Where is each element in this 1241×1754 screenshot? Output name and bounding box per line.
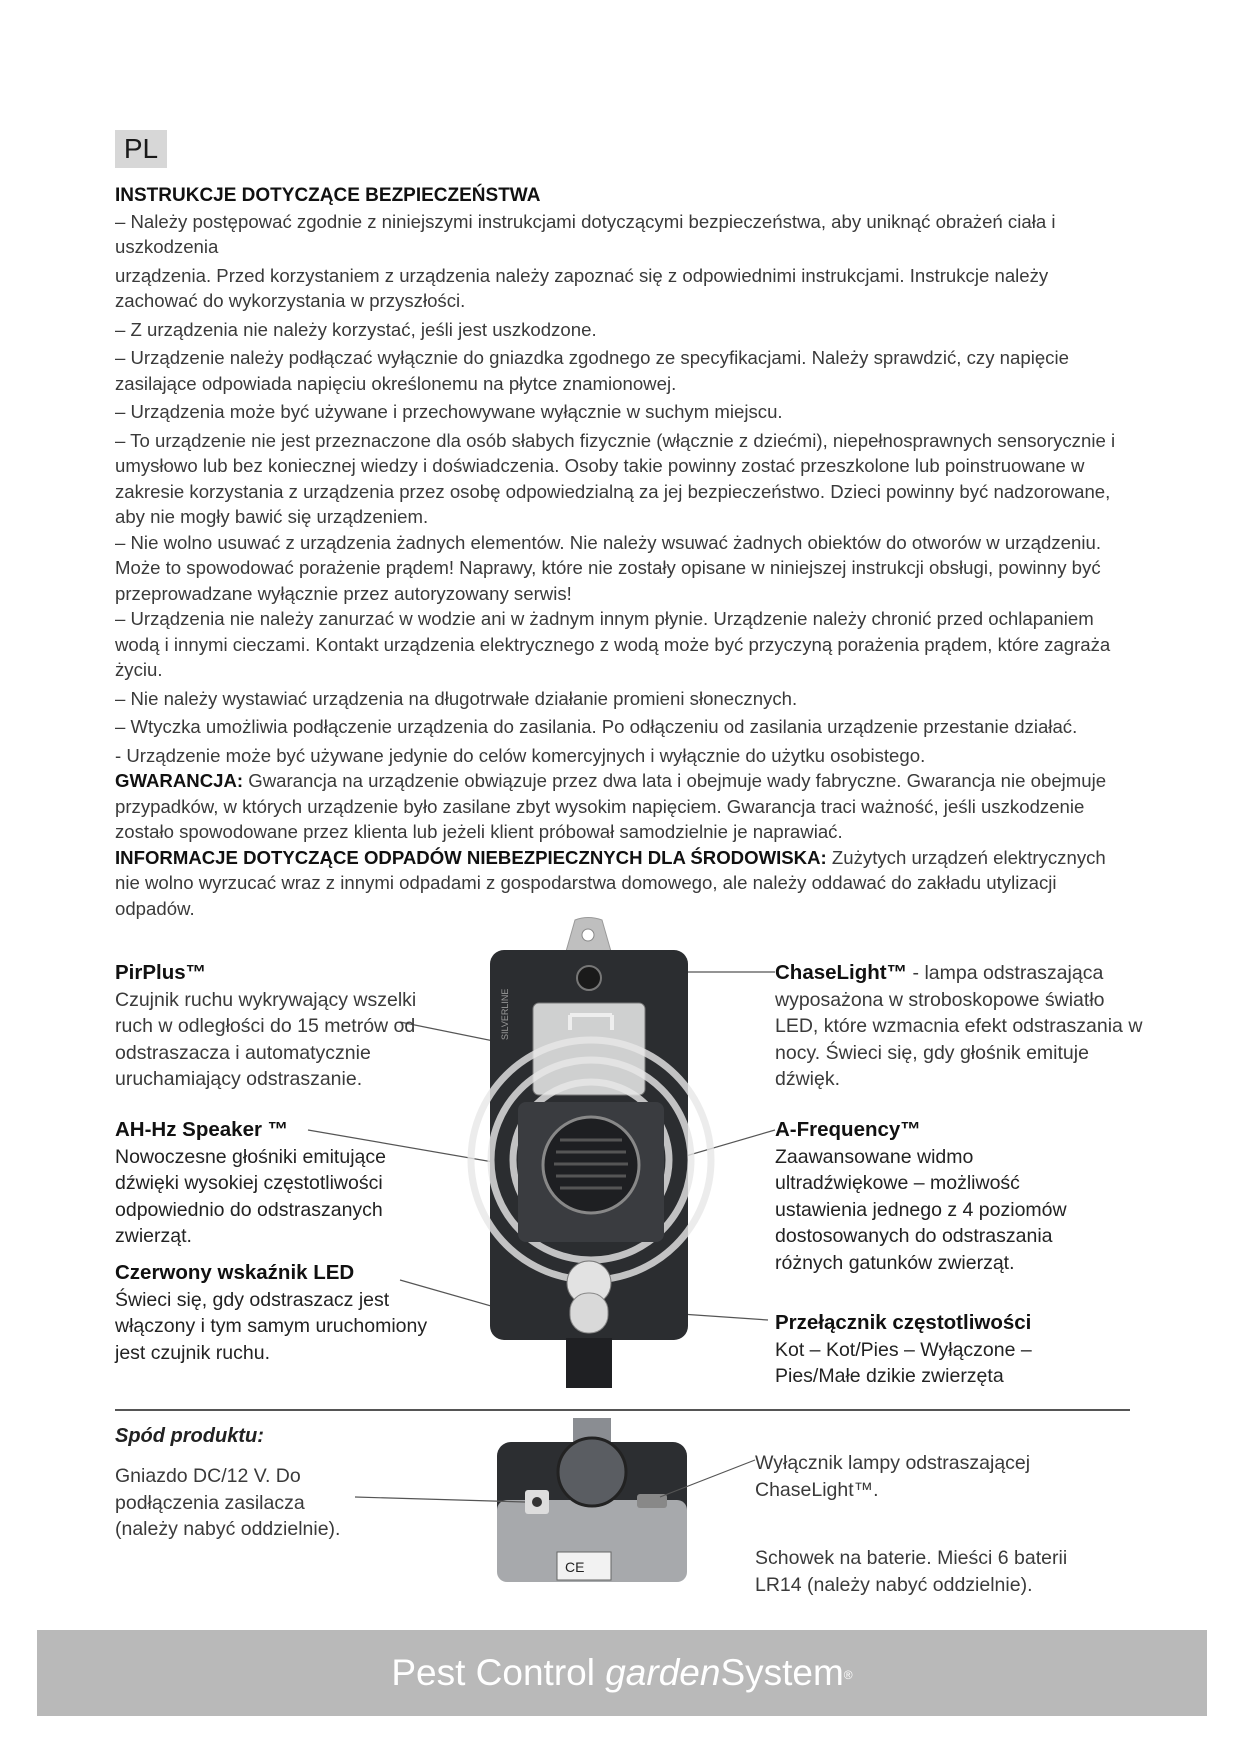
bottom-view-illustration xyxy=(497,1418,687,1582)
section-divider xyxy=(115,1409,1130,1411)
chaselight-title: ChaseLight™ xyxy=(775,961,908,984)
safety-heading: INSTRUKCJE DOTYCZĄCE BEZPIECZEŃSTWA xyxy=(115,185,541,206)
chaselight-lamp xyxy=(577,966,601,990)
speaker-title: AH-Hz Speaker ™ xyxy=(115,1118,289,1141)
safety-line: – Wtyczka umożliwia podłączenie urządzenia do zasilania. Po odłączeniu od zasilania urządzenie przestanie działać. xyxy=(115,716,1078,737)
safety-line: – Nie wolno usuwać z urządzenia żadnych elementów. Nie należy wsuwać żadnych obiektów do otworów w urządzeniu. Może to spowodować porażenie prądem! Naprawy, które nie zostały opisane w niniejszej instrukcji obsługi, powinny być przeprowadzane wyłącznie przez autoryzowany serwis! xyxy=(115,531,1101,604)
device-hanger xyxy=(565,918,612,956)
safety-line: – Nie należy wystawiać urządzenia na długotrwałe działanie promieni słonecznych. xyxy=(115,687,798,709)
dc-socket-callout xyxy=(115,1463,355,1543)
footer-banner xyxy=(37,1630,1207,1716)
speaker-callout xyxy=(115,1117,415,1250)
waste-label: INFORMACJE DOTYCZĄCE ODPADÓW NIEBEZPIECZNYCH DLA ŚRODOWISKA: xyxy=(115,846,827,868)
footer-text-italic: garden xyxy=(605,1652,721,1693)
lamp-switch-text: Wyłącznik lampy odstraszającej ChaseLight™. xyxy=(755,1452,1031,1501)
safety-line: - Urządzenie może być używane jedynie do celów komercyjnych i wyłącznie do użytku osobistego. xyxy=(115,744,926,766)
switch-title: Przełącznik częstotliwości xyxy=(775,1311,1032,1334)
chaselight-callout xyxy=(775,960,1145,1093)
warranty-text: Gwarancja na urządzenie obwiązuje przez dwa lata i obejmuje wady fabryczne. Gwarancja nie obejmuje przypadków, w których urządzenie było zasilane zbyt wysokim napięciem. Gwarancja traci ważność, jeśli uszkodzenie zostało spowodowane przez klienta lub jeżeli klient próbował samodzielnie je naprawiać. xyxy=(115,770,1107,842)
ce-mark: CE xyxy=(565,1559,585,1575)
safety-line: – To urządzenie nie jest przeznaczone dla osób słabych fizycznie (włącznie z dziećmi), niepełnosprawnych sensorycznie i umysłowo lub bez koniecznej wiedzy i doświadczenia. Osoby takie powinny zostać przeszkolone lub poinstruowane w zakresie korzystania z urządzenia przez osobę odpowiedzialną za jej bezpieczeństwo. Dzieci powinny być nadzorowane, aby nie mogły bawić się urządzeniem. xyxy=(115,429,1116,527)
safety-line: urządzenia. Przed korzystaniem z urządzenia należy zapoznać się z odpowiednimi instrukcjami. Instrukcje należy zachować do wykorzystania w przyszłości. xyxy=(115,264,1049,311)
warranty-label: GWARANCJA: xyxy=(115,770,244,791)
led-title: Czerwony wskaźnik LED xyxy=(115,1261,355,1284)
bottom-section-title: Spód produktu: xyxy=(115,1425,264,1447)
safety-line: – Urządzenia nie należy zanurzać w wodzie ani w żadnym innym płynie. Urządzenie należy chronić przed ochlapaniem wodą i innymi cieczami. Kontakt urządzenia elektrycznego z wodą może być przyczyną porażenia prądem, które zagraża życiu. xyxy=(115,608,1111,680)
device-brand: SILVERLINE xyxy=(500,988,510,1040)
safety-line: – Z urządzenia nie należy korzystać, jeśli jest uszkodzone. xyxy=(115,318,597,340)
pirplus-title: PirPlus™ xyxy=(115,961,207,984)
switch-callout xyxy=(775,1310,1075,1390)
footer-registered-mark: ® xyxy=(843,1668,853,1682)
led-callout xyxy=(115,1260,460,1366)
switch-text: Kot – Kot/Pies – Wyłączone – Pies/Małe dzikie zwierzęta xyxy=(775,1338,1032,1387)
frequency-switch xyxy=(570,1293,608,1333)
safety-line: – Urządzenia może być używane i przechowywane wyłącznie w suchym miejscu. xyxy=(115,401,783,422)
footer-text-1: Pest Control xyxy=(391,1652,606,1693)
afrequency-title: A-Frequency™ xyxy=(775,1118,921,1141)
afrequency-callout xyxy=(775,1117,1075,1276)
device-stand xyxy=(566,1338,612,1388)
waste-text: Zużytych urządzeń elektrycznych nie wolno wyrzucać wraz z innymi odpadami z gospodarstwa domowego, ale należy oddawać do zakładu utylizacji odpadów. xyxy=(115,846,1106,919)
language-badge: PL xyxy=(115,130,167,168)
lamp-switch-callout xyxy=(755,1450,1055,1503)
pirplus-text: Czujnik ruchu wykrywający wszelki ruch w odległości do 15 metrów od odstraszacza i automatycznie uruchamiający odstraszanie. xyxy=(115,988,417,1090)
pirplus-callout xyxy=(115,960,435,1093)
safety-line: – Należy postępować zgodnie z niniejszymi instrukcjami dotyczącymi bezpieczeństwa, aby uniknąć obrażeń ciała i uszkodzenia xyxy=(115,210,1056,257)
footer-text-2: System xyxy=(720,1652,844,1693)
led-text: Świeci się, gdy odstraszacz jest włączony i tym samym uruchomiony jest czujnik ruchu. xyxy=(115,1288,428,1364)
battery-text: Schowek na baterie. Mieści 6 baterii LR14 (należy nabyć oddzielnie). xyxy=(755,1547,1068,1596)
dc-socket-text: Gniazdo DC/12 V. Do podłączenia zasilacza (należy nabyć oddzielnie). xyxy=(115,1465,341,1540)
afrequency-text: Zaawansowane widmo ultradźwiękowe – możliwość ustawienia jednego z 4 poziomów dostosowanych do odstraszania różnych gatunków zwierząt. xyxy=(775,1145,1067,1274)
safety-line: – Urządzenie należy podłączać wyłącznie do gniazdka zgodnego ze specyfikacjami. Należy sprawdzić, czy napięcie zasilające odpowiada napięciu określonemu na płytce znamionowej. xyxy=(115,347,1069,394)
battery-callout xyxy=(755,1545,1075,1598)
speaker-text: Nowoczesne głośniki emitujące dźwięki wysokiej częstotliwości odpowiednio do odstraszanych zwierząt. xyxy=(115,1145,386,1247)
chaselight-text: - lampa odstraszająca wyposażona w stroboskopowe światło LED, które wzmacnia efekt odstraszania w nocy. Świeci się, gdy głośnik emituje dźwięk. xyxy=(775,962,1143,1090)
